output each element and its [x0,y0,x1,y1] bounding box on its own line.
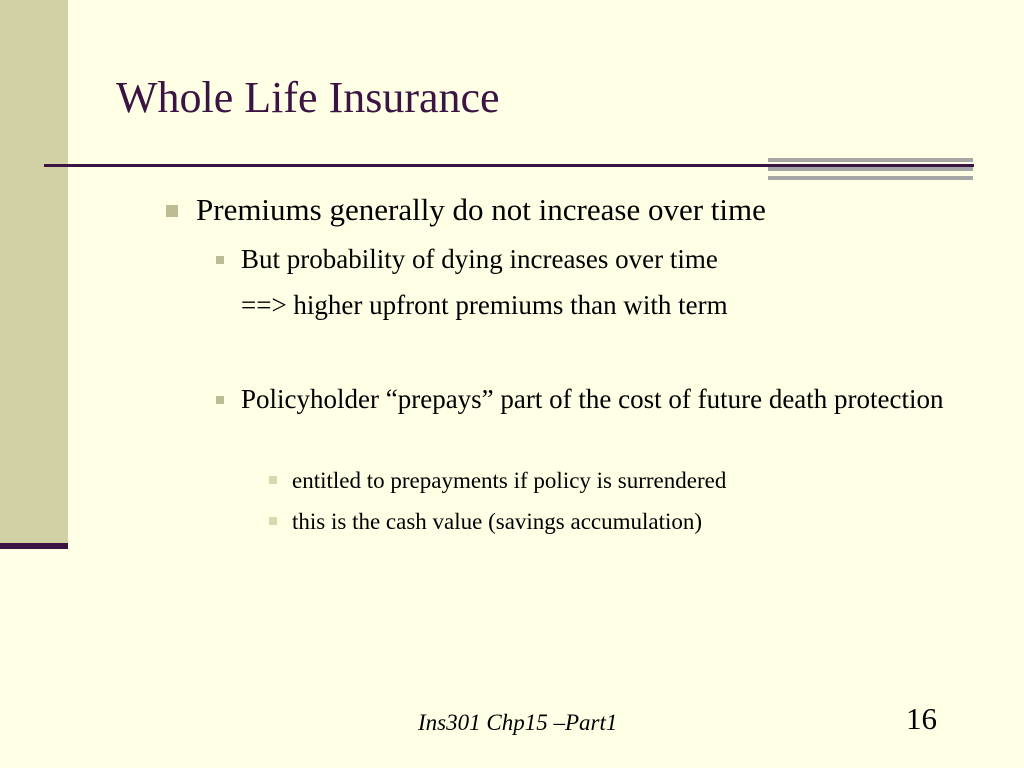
bullet-level3-text: this is the cash value (savings accumulation) [292,509,703,534]
left-decor-band [0,0,68,548]
bullet-square-icon [166,205,178,217]
slide-title: Whole Life Insurance [116,73,500,122]
bullet-continuation-text: ==> higher upfront premiums than with term [241,290,728,320]
left-band-accent [0,543,68,549]
bullet-level3-text: entitled to prepayments if policy is surrendered [292,468,727,493]
bullet-square-icon [216,396,224,404]
decor-bar-3 [768,176,973,180]
bullet-square-icon [269,476,277,484]
decor-bar-1 [768,158,973,162]
bullet-level2-text: But probability of dying increases over time [241,244,718,274]
bullet-square-icon [269,517,277,525]
bullet-level2-text: Policyholder “prepays” part of the cost of future death protection [241,384,944,414]
bullet-level1-text: Premiums generally do not increase over time [196,192,766,227]
slide-footer: Ins301 Chp15 –Part1 [418,710,618,735]
bullet-square-icon [216,256,224,264]
decor-bar-2 [768,167,973,171]
page-number: 16 [906,701,937,736]
